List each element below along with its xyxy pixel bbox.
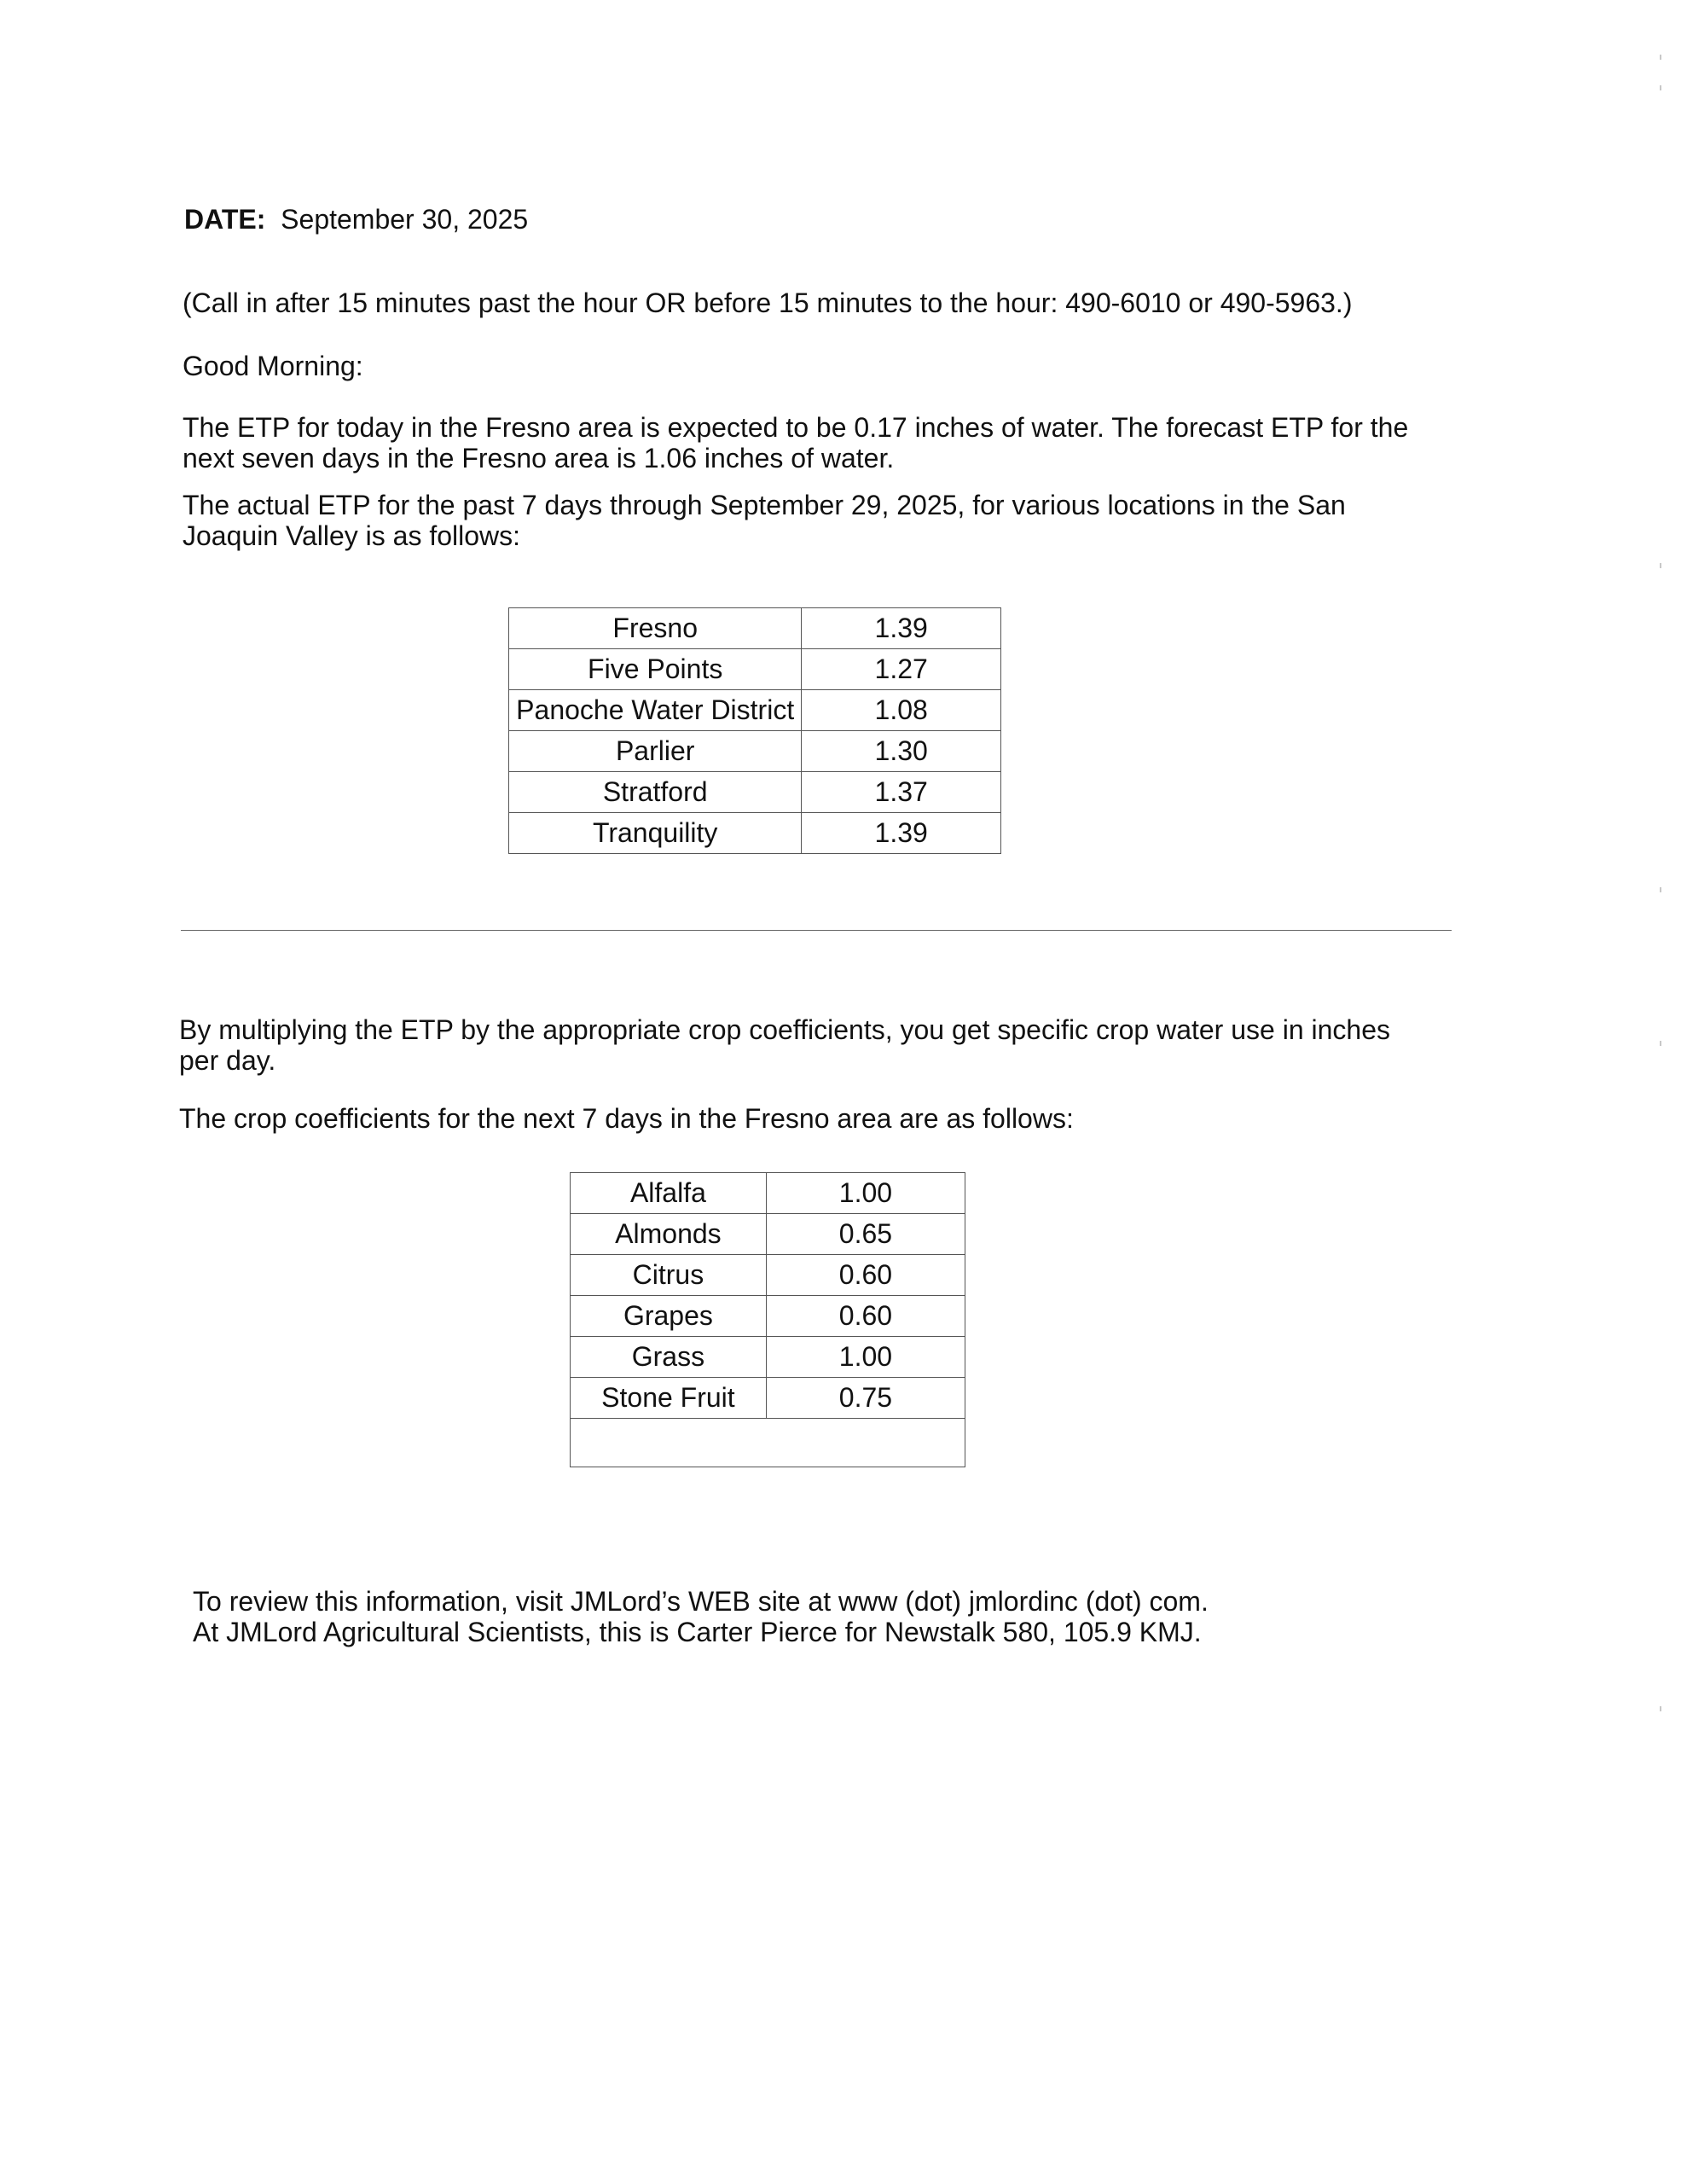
empty-table-row — [571, 1419, 965, 1467]
table-row — [571, 1296, 965, 1337]
crop-coefficient-explanation: By multiplying the ETP by the appropriate crop coefficients, you get specific crop water use in inches per day. — [179, 1014, 1390, 1076]
etp-value-cell: 1.30 — [802, 731, 1001, 772]
location-cell: Five Points — [509, 649, 802, 690]
website-note: To review this information, visit JMLord’s WEB site at www (dot) jmlordinc (dot) com. — [193, 1586, 1209, 1617]
etp-value-cell: 1.37 — [802, 772, 1001, 813]
crop-cell: Alfalfa — [571, 1173, 767, 1214]
crop-coefficient-intro: The crop coefficients for the next 7 days in the Fresno area are as follows: — [179, 1103, 1074, 1134]
crop-cell: Grapes — [571, 1296, 767, 1337]
table-row — [509, 813, 1001, 854]
crop-cell: Stone Fruit — [571, 1378, 767, 1419]
table-row — [571, 1173, 965, 1214]
location-cell: Stratford — [509, 772, 802, 813]
location-cell: Panoche Water District — [509, 690, 802, 731]
scan-edge-mark — [1660, 887, 1661, 892]
scan-edge-mark — [1660, 1041, 1661, 1046]
coefficient-cell: 1.00 — [766, 1337, 965, 1378]
table-row — [509, 731, 1001, 772]
coefficient-cell: 0.60 — [766, 1255, 965, 1296]
table-row — [509, 649, 1001, 690]
location-cell: Fresno — [509, 608, 802, 649]
crop-cell: Citrus — [571, 1255, 767, 1296]
coefficient-cell: 0.65 — [766, 1214, 965, 1255]
scan-edge-mark — [1660, 563, 1661, 568]
date-line — [184, 205, 528, 235]
table-row — [571, 1378, 965, 1419]
crop-cell: Almonds — [571, 1214, 767, 1255]
table-row — [509, 772, 1001, 813]
etp-value-cell: 1.39 — [802, 813, 1001, 854]
scan-edge-mark — [1660, 1706, 1661, 1711]
crop-cell: Grass — [571, 1337, 767, 1378]
date-value: September 30, 2025 — [281, 204, 529, 235]
greeting: Good Morning: — [183, 351, 363, 381]
coefficient-cell: 0.75 — [766, 1378, 965, 1419]
date-label: DATE: — [184, 204, 266, 235]
sign-off-line: At JMLord Agricultural Scientists, this is Carter Pierce for Newstalk 580, 105.9 KMJ. — [193, 1617, 1202, 1647]
table-row — [509, 608, 1001, 649]
etp-value-cell: 1.27 — [802, 649, 1001, 690]
table-row — [509, 690, 1001, 731]
table-row — [571, 1255, 965, 1296]
coefficient-cell: 0.60 — [766, 1296, 965, 1337]
crop-coefficient-table — [570, 1172, 965, 1467]
location-cell: Tranquility — [509, 813, 802, 854]
location-cell: Parlier — [509, 731, 802, 772]
scan-edge-mark — [1660, 55, 1661, 60]
etp-value-cell: 1.08 — [802, 690, 1001, 731]
etp-forecast-paragraph: The ETP for today in the Fresno area is expected to be 0.17 inches of water. The forecast ETP for the next seven days in the Fresno area is 1.06 inches of water. — [183, 412, 1409, 473]
etp-table — [508, 607, 1001, 854]
etp-value-cell: 1.39 — [802, 608, 1001, 649]
actual-etp-intro: The actual ETP for the past 7 days through September 29, 2025, for various locations in the San Joaquin Valley is as follows: — [183, 490, 1346, 551]
scan-edge-mark — [1660, 85, 1661, 90]
section-divider — [181, 930, 1452, 931]
call-in-note: (Call in after 15 minutes past the hour OR before 15 minutes to the hour: 490-6010 or 490-5963.) — [183, 288, 1353, 318]
table-row — [571, 1337, 965, 1378]
table-row — [571, 1214, 965, 1255]
coefficient-cell: 1.00 — [766, 1173, 965, 1214]
empty-cell — [571, 1419, 965, 1467]
